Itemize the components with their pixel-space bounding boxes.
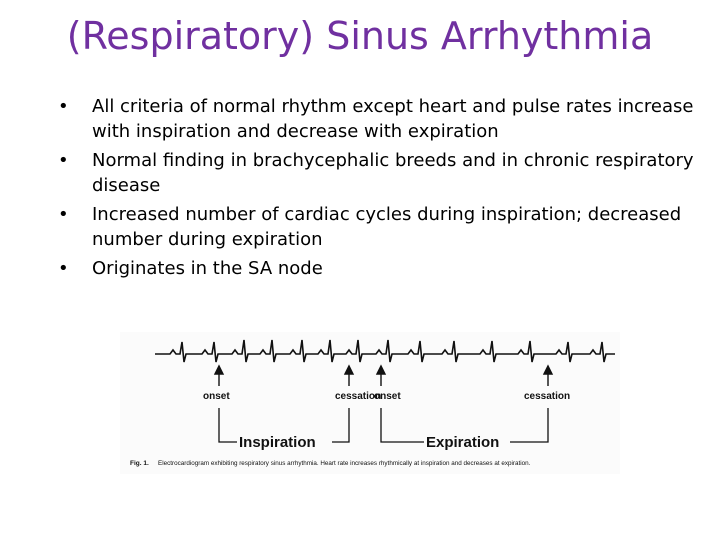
cessation-label: cessation	[524, 391, 571, 402]
inspiration-label: Inspiration	[239, 434, 316, 451]
bullet-text: Normal finding in brachycephalic breeds and in chronic respiratory disease	[92, 150, 694, 196]
onset-label: onset	[203, 391, 230, 402]
list-item	[58, 256, 698, 281]
cessation-label: cessation	[335, 391, 382, 402]
figure-caption: Electrocardiogram exhibiting respiratory sinus arrhythmia. Heart rate increases rhythmically at inspiration and decreases at expiration.	[158, 460, 531, 467]
figure-caption-label: Fig. 1.	[130, 460, 149, 467]
bullet-icon: •	[58, 204, 69, 225]
bullet-icon: •	[58, 96, 69, 117]
page-title: (Respiratory) Sinus Arrhythmia	[66, 14, 654, 58]
cessation-arrow-1	[345, 366, 353, 386]
ecg-trace	[155, 340, 615, 362]
bullet-icon: •	[58, 150, 69, 171]
bullet-icon: •	[58, 258, 69, 279]
bullet-text: Originates in the SA node	[92, 258, 323, 279]
expiration-label: Expiration	[426, 434, 500, 451]
bullet-list	[58, 94, 698, 285]
bullet-text: All criteria of normal rhythm except heart and pulse rates increase with inspiration and decrease with expiration	[92, 96, 694, 142]
list-item	[58, 94, 698, 144]
ecg-figure	[120, 332, 620, 474]
onset-arrow-2	[377, 366, 385, 386]
list-item	[58, 148, 698, 198]
onset-arrow-1	[215, 366, 223, 386]
cessation-arrow-2	[544, 366, 552, 386]
onset-label: onset	[374, 391, 401, 402]
bullet-text: Increased number of cardiac cycles during inspiration; decreased number during expiration	[92, 204, 682, 250]
list-item	[58, 202, 698, 252]
